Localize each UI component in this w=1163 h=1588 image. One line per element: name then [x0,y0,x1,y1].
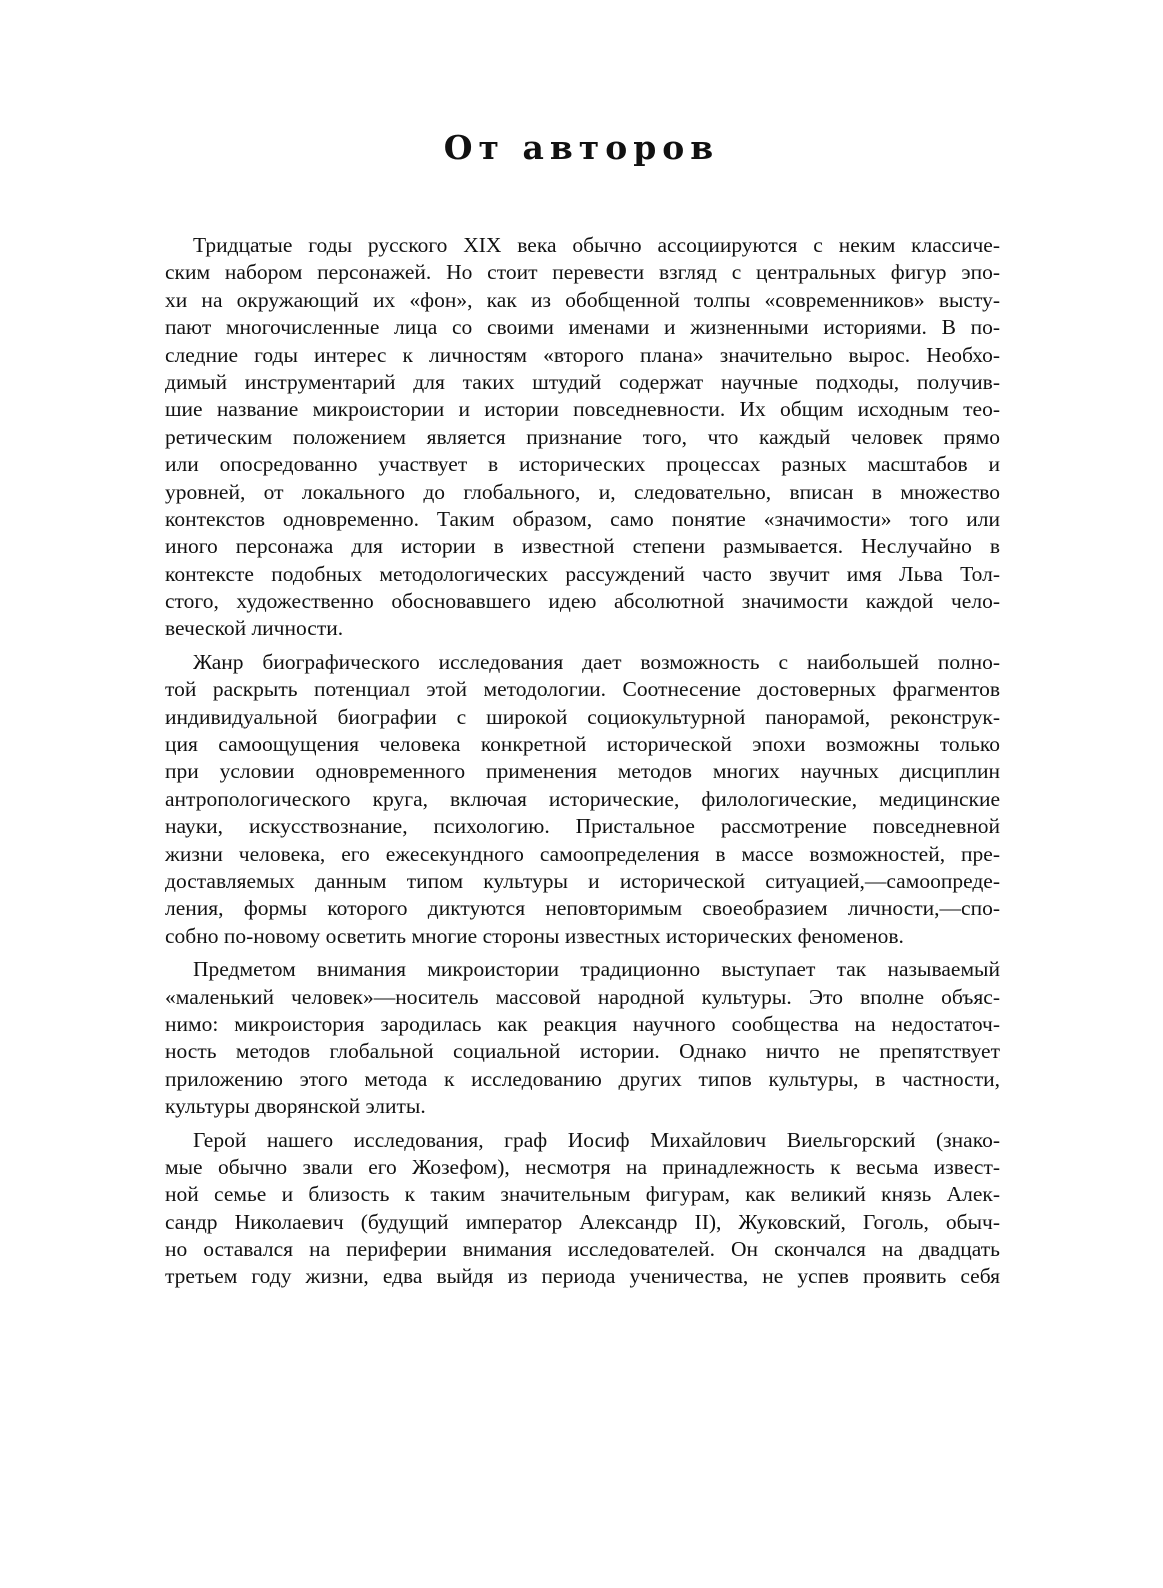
text-line: иного персонажа для истории в известной степени размывается. Неслучайно в [165,534,1000,559]
text-line: пают многочисленные лица со своими именами и жизненными историями. В по- [165,315,1000,340]
text-line: «маленький человек»—носитель массовой народной культуры. Это вполне объяс- [165,984,1000,1009]
text-line: при условии одновременного применения методов многих научных дисциплин [165,759,1000,784]
text-line: ной семье и близость к таким значительным фигурам, как великий князь Алек- [165,1182,1000,1207]
page-title: От авторов [443,128,720,167]
paragraph [165,1127,1000,1291]
text-line: нимо: микроистория зародилась как реакция научного сообщества на недостаточ- [165,1011,1000,1036]
text-line: ления, формы которого диктуются неповторимым своеобразием личности,—спо- [165,896,1000,921]
text-line: той раскрыть потенциал этой методологии. Соотнесение достоверных фрагментов [165,677,1000,702]
text-line: контекстов одновременно. Таким образом, само понятие «значимости» того или [165,506,1000,531]
text-line: Тридцатые годы русского XIX века обычно ассоциируются с неким классиче- [193,233,1000,257]
text-line: ность методов глобальной социальной истории. Однако ничто не препятствует [165,1039,1000,1064]
text-line: шие название микроистории и истории повседневности. Их общим исходным тео- [165,397,1000,422]
text-line: науки, искусствознание, психологию. Пристальное рассмотрение повседневной [165,814,1000,839]
text-line: мые обычно звали его Жозефом), несмотря на принадлежность к весьма извест- [165,1154,1000,1179]
text-line: контексте подобных методологических рассуждений часто звучит имя Льва Тол- [165,561,1000,586]
text-line: антропологического круга, включая исторические, филологические, медицинские [165,786,1000,811]
text-line: или опосредованно участвует в исторических процессах разных масштабов и [165,452,1000,477]
text-line: хи на окружающий их «фон», как из обобщенной толпы «современников» высту- [165,287,1000,312]
text-line: доставляемых данным типом культуры и исторической ситуацией,—самоопреде- [165,868,1000,893]
text-line: третьем году жизни, едва выйдя из периода ученичества, не успев проявить себя [165,1264,1000,1289]
text-line: уровней, от локального до глобального, и, следовательно, вписан в множество [165,479,1000,504]
text-line: Герой нашего исследования, граф Иосиф Михайлович Виельгорский (знако- [193,1127,1000,1152]
text-line: культуры дворянской элиты. [165,1094,426,1119]
text-line: димый инструментарий для таких штудий содержат научные подходы, получив- [165,369,1000,394]
text-line: стого, художественно обосновавшего идею абсолютной значимости каждой чело- [165,589,1000,614]
text-line: ретическим положением является признание того, что каждый человек прямо [165,424,1000,449]
text-line: ция самоощущения человека конкретной исторической эпохи возможны только [165,732,1000,757]
text-line: веческой личности. [165,616,344,641]
body-text [165,232,1000,1291]
text-line: Предметом внимания микроистории традиционно выступает так называемый [193,957,1000,982]
paragraph [165,232,1000,643]
text-line: ским набором персонажей. Но стоит перевести взгляд с центральных фигур эпо- [165,260,1000,285]
paragraph [165,956,1000,1120]
text-line: приложению этого метода к исследованию других типов культуры, в частности, [165,1066,1000,1091]
text-line: собно по-новому осветить многие стороны известных исторических феноменов. [165,923,904,948]
text-line: сандр Николаевич (будущий император Александр II), Жуковский, Гоголь, обыч- [165,1209,1000,1234]
paragraph [165,649,1000,950]
text-line: следние годы интерес к личностям «второго плана» значительно вырос. Необхо- [165,342,1000,367]
text-line: жизни человека, его ежесекундного самоопределения в массе возможностей, пре- [165,841,1000,866]
text-line: индивидуальной биографии с широкой социокультурной панорамой, реконструк- [165,704,1000,729]
text-line: Жанр биографического исследования дает возможность с наибольшей полно- [193,649,1000,674]
text-line: но оставался на периферии внимания исследователей. Он скончался на двадцать [165,1237,1000,1262]
